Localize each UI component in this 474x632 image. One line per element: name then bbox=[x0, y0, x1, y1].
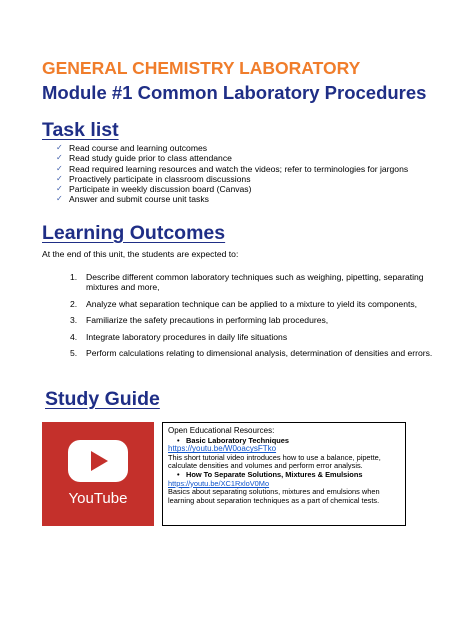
task-text: Read study guide prior to class attendance bbox=[69, 153, 232, 164]
outcome-item bbox=[70, 332, 440, 342]
bullet-icon: • bbox=[177, 435, 180, 445]
task-text: Answer and submit course unit tasks bbox=[69, 194, 209, 205]
outcome-item bbox=[70, 315, 440, 325]
outcome-number: 2. bbox=[70, 298, 78, 309]
youtube-wordmark: YouTube bbox=[68, 490, 128, 507]
outcome-number: 3. bbox=[70, 315, 78, 326]
resource-link[interactable]: https://youtu.be/XC1RxloV0Mo bbox=[168, 478, 270, 488]
task-item bbox=[56, 184, 408, 194]
module-title: Module #1 Common Laboratory Procedures bbox=[42, 82, 427, 103]
youtube-thumbnail[interactable] bbox=[42, 422, 154, 526]
resource-description: This short tutorial video introduces how to use a balance, pipette, calculate densities and volumes and perform error analysis. bbox=[168, 452, 381, 471]
outcome-text: Familiarize the safety precautions in performing lab procedures, bbox=[86, 315, 329, 326]
checkmark-icon: ✓ bbox=[56, 194, 63, 204]
outcome-text: Describe different common laboratory techniques such as weighing, pipetting, separating mixtures and more, bbox=[86, 272, 424, 293]
checkmark-icon: ✓ bbox=[56, 163, 63, 173]
resources-box bbox=[162, 422, 406, 526]
resource-link[interactable]: https://youtu.be/W0oacysFTko bbox=[168, 444, 277, 454]
outcome-text: Analyze what separation technique can be applied to a mixture to yield its components, bbox=[86, 298, 418, 309]
task-text: Participate in weekly discussion board (Canvas) bbox=[69, 184, 252, 195]
outcome-text: Integrate laboratory procedures in daily life situations bbox=[86, 331, 288, 342]
bullet-icon: • bbox=[177, 469, 180, 479]
checkmark-icon: ✓ bbox=[56, 143, 63, 152]
task-item bbox=[56, 143, 408, 153]
resources-heading: Open Educational Resources: bbox=[168, 426, 275, 435]
task-item bbox=[56, 153, 408, 163]
outcome-number: 5. bbox=[70, 348, 78, 359]
learning-outcomes-heading: Learning Outcomes bbox=[42, 222, 226, 244]
outcome-number: 1. bbox=[70, 272, 78, 282]
task-list-heading: Task list bbox=[42, 119, 119, 141]
task-list bbox=[56, 143, 408, 205]
resource-title: • Basic Laboratory Techniques bbox=[177, 435, 289, 445]
task-item bbox=[56, 174, 408, 184]
study-guide-heading: Study Guide bbox=[45, 388, 160, 410]
task-item bbox=[56, 194, 408, 204]
task-text: Proactively participate in classroom discussions bbox=[69, 173, 251, 184]
outcome-number: 4. bbox=[70, 331, 78, 342]
outcomes-intro: At the end of this unit, the students are expected to: bbox=[42, 249, 239, 259]
play-icon bbox=[68, 440, 128, 482]
task-text: Read course and learning outcomes bbox=[69, 143, 208, 153]
checkmark-icon: ✓ bbox=[56, 173, 63, 183]
task-text: Read required learning resources and watch the videos; refer to terminologies for jargons bbox=[69, 163, 409, 174]
task-item bbox=[56, 164, 408, 174]
resource-title: • How To Separate Solutions, Mixtures & Emulsions bbox=[177, 469, 363, 479]
youtube-logo bbox=[68, 440, 128, 482]
outcome-item bbox=[70, 272, 440, 293]
checkmark-icon: ✓ bbox=[56, 153, 63, 163]
outcome-text: Perform calculations relating to dimensional analysis, determination of densities and errors. bbox=[86, 348, 433, 359]
outcome-item bbox=[70, 299, 440, 309]
outcome-item bbox=[70, 348, 440, 358]
checkmark-icon: ✓ bbox=[56, 184, 63, 194]
resource-description: Basics about separating solutions, mixtures and emulsions when learning about separation techniques as a part of chemical tests. bbox=[168, 487, 380, 505]
course-title: GENERAL CHEMISTRY LABORATORY bbox=[42, 58, 361, 78]
outcomes-list bbox=[70, 272, 440, 364]
